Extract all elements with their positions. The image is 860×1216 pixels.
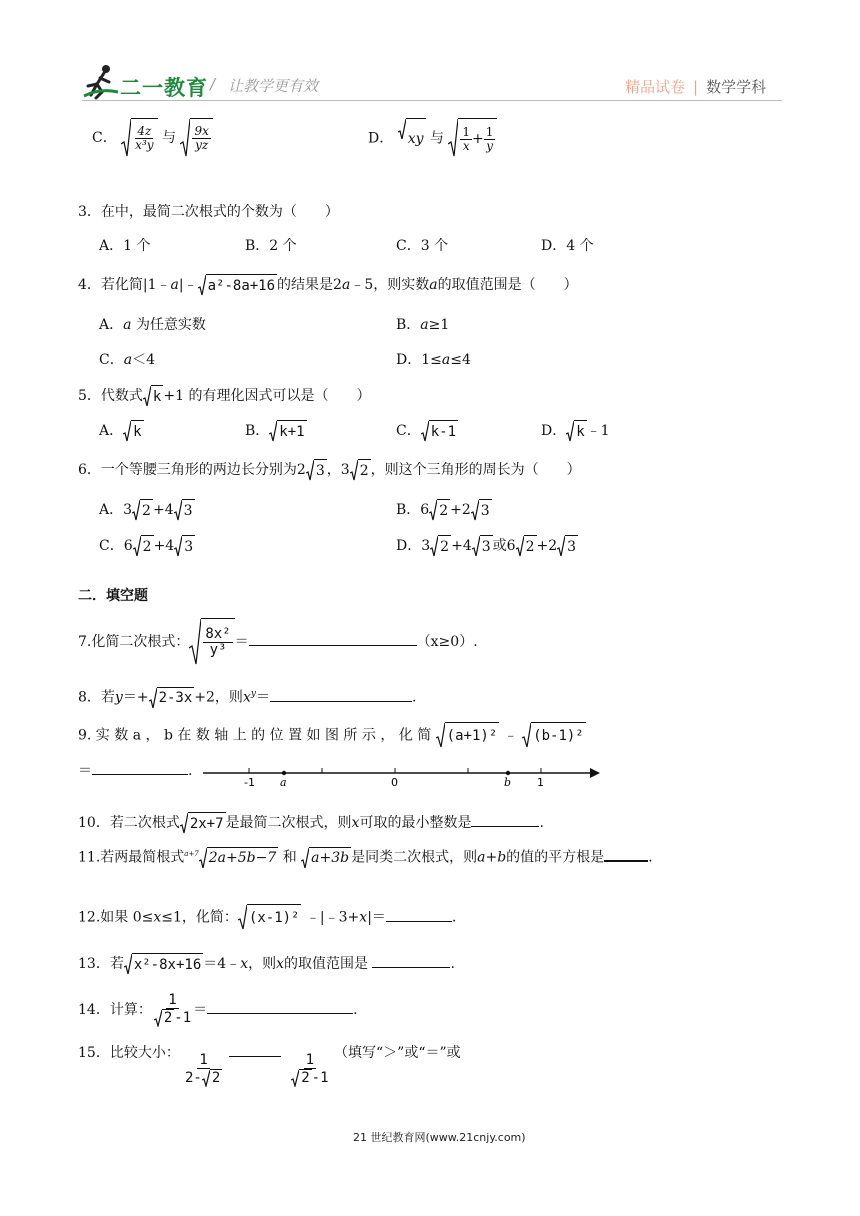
q4-stem: 4．若化简|1﹣a|﹣ a²-8a+16 的结果是2a﹣5，则实数a的取值范围是（ ）	[78, 274, 578, 296]
q8-answer-blank[interactable]	[270, 687, 412, 702]
q3-option-b: B．2 个	[245, 238, 297, 254]
tick-label-1: 1	[537, 776, 544, 789]
q11-answer-blank[interactable]	[604, 846, 648, 862]
tick-label-0: 0	[391, 776, 398, 789]
q3-option-d: D．4 个	[541, 238, 594, 254]
section-title-fill-blank: 二．填空题	[78, 588, 148, 604]
tick-label-a: a	[280, 776, 287, 789]
q3-stem: 3．在中，最简二次根式的个数为（ ）	[78, 204, 339, 220]
q7-answer-blank[interactable]	[249, 631, 417, 646]
tick-label-neg1: -1	[244, 776, 255, 789]
brand-name: 二一教育	[120, 76, 208, 100]
q6-option-a: A．3 2 +4 3	[99, 499, 195, 521]
point-a	[282, 771, 286, 775]
number-line	[200, 760, 605, 790]
q5-stem: 5．代数式 k +1 的有理化因式可以是（ ）	[78, 385, 370, 407]
q3-option-c: C．3 个	[396, 238, 449, 254]
q5-option-b: B． k+1	[245, 420, 307, 442]
q5-option-d: D． k ﹣1	[541, 420, 610, 442]
q2-option-c: C． $\frac{4z}{\text{x³y}}$ 与 $\frac{9x}{yz}$	[92, 118, 213, 158]
q4-option-a: A．a 为任意实数	[99, 317, 206, 333]
subject-label: 精品试卷 | 数学学科	[625, 78, 767, 96]
point-b	[506, 771, 510, 775]
q6-option-b: B．6 2 +2 3	[396, 499, 492, 521]
q5-option-c: C． k-1	[396, 420, 458, 442]
q6-stem: 6．一个等腰三角形的两边长分别为2 3 ，3 2 ，则这个三角形的周长为（ ）	[78, 459, 581, 481]
footer-source: 21 世纪教育网(www.21cnjy.com)	[353, 1131, 526, 1144]
runner-logo-icon	[82, 62, 120, 100]
q7: 7.化简二次根式： $\frac{\text{8x²}}{\text{y³}}$ ＝ （x≥0）.	[78, 618, 478, 666]
header-divider	[82, 100, 782, 101]
q8: 8．若y＝+ 2-3x +2，则$x^y=$ .	[78, 684, 416, 709]
q14: 14．计算： 1 2 -1 ＝ .	[78, 992, 358, 1026]
q12: 12.如果 0≤x≤1，化简： (x-1)² ﹣|﹣3+x|＝ .	[78, 904, 456, 931]
q6-option-c: C．6 2 +4 3	[99, 535, 195, 557]
q10-answer-blank[interactable]	[471, 812, 539, 827]
q13: 13．若 x²-8x+16 ＝4﹣x，则x的取值范围是 .	[78, 953, 455, 975]
tick-label-b: b	[504, 776, 512, 789]
q4-option-c: C．a＜4	[99, 352, 155, 368]
q15-answer-blank[interactable]	[229, 1056, 281, 1057]
q3-option-a: A．1 个	[99, 238, 151, 254]
q6-option-d: D．3 2 +4 3 或6 2 +2 3	[396, 535, 578, 557]
q5-option-a: A． k	[99, 420, 144, 442]
q9-answer: ＝ .	[78, 760, 192, 781]
header-slash: /	[210, 75, 216, 93]
q14-answer-blank[interactable]	[207, 999, 353, 1014]
q13-answer-blank[interactable]	[372, 953, 450, 968]
q10: 10．若二次根式 2x+7 是最简二次根式，则x可取的最小整数是 .	[78, 812, 544, 834]
q2-option-d: D． xy 与 $\frac{1}{x}$ + $\frac{1}{y}$	[368, 118, 497, 159]
arrow-icon	[590, 768, 600, 778]
q15-tail: （填写“＞”或“＝”或	[334, 1045, 461, 1061]
slogan: 让教学更有效	[228, 77, 319, 95]
q4-option-d: D．1≤a≤4	[396, 352, 471, 368]
q4-option-b: B．a≥1	[396, 317, 450, 333]
q15-stem: 15．比较大小：	[78, 1045, 180, 1061]
q11: 11.若两最简根式$^{a+7}$ 2a+5b−7 和 a+3b 是同类二次根式，则a+b的值的平方根是 .	[78, 844, 653, 869]
q9-stem: 9. 实 数 a ， b 在 数 轴 上 的 位 置 如 图 所 示 ， 化 简 (a+1)² ﹣ (b-1)²	[78, 722, 586, 749]
q12-answer-blank[interactable]	[386, 907, 452, 922]
q15-fractions: 1 2- 2 1 2 -1	[185, 1052, 329, 1086]
q9-answer-blank[interactable]	[92, 760, 188, 775]
